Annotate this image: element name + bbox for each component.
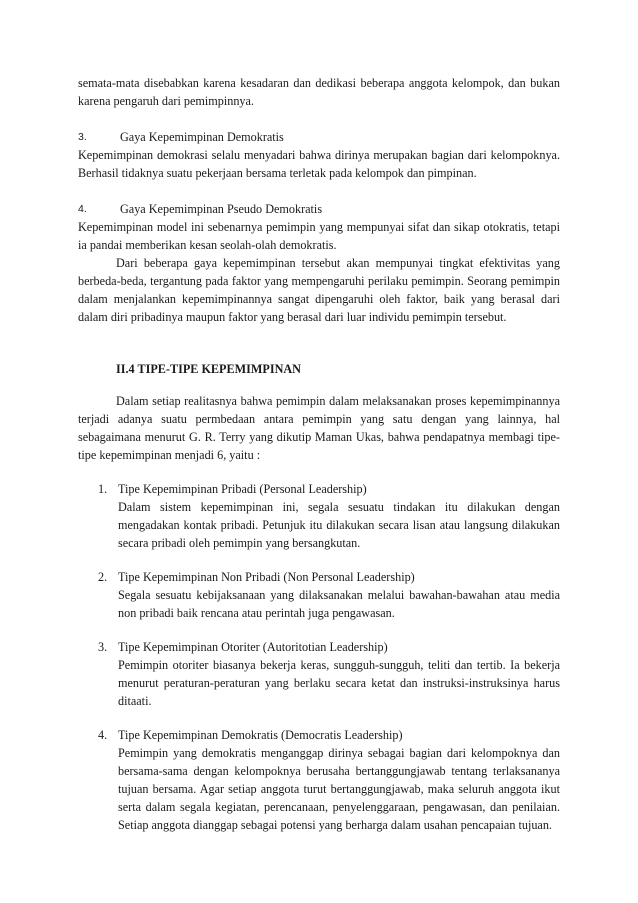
section-heading: II.4 TIPE-TIPE KEPEMIMPINAN [116, 362, 301, 376]
list-item-body: Segala sesuatu kebijaksanaan yang dilaksanakan melalui bawahan-bawahan atau media non pribadi baik rencana atau perintah juga pengawasan. [118, 588, 560, 620]
section-4-body: Kepemimpinan model ini sebenarnya pemimpin yang mempunyai sifat dan sikap otokratis, tetapi ia pandai memberikan kesan seolah-olah demokratis. [78, 220, 560, 252]
list-item-title: Tipe Kepemimpinan Otoriter (Autoritotian Leadership) [118, 640, 388, 654]
leadership-types-list [78, 480, 560, 834]
list-item-number: 1. [98, 482, 108, 496]
list-item [78, 568, 560, 622]
list-item-body: Pemimpin yang demokratis menganggap dirinya sebagai bagian dari kelompoknya dan bersama-sama dengan kelompoknya berusaha bertanggungjawab tentang terlaksananya tujuan bersama. Agar setiap anggota turut bertanggungjawab, maka seluruh anggota ikut serta dalam segala kegiatan, perencanaan, penyelenggaraan, pengawasan, dan penilaian. Setiap anggota dianggap sebagai potensi yang berharga dalam usahan pencapaian tujuan. [118, 746, 560, 832]
summary-paragraph: Dari beberapa gaya kepemimpinan tersebut akan mempunyai tingkat efektivitas yang berbeda-beda, tergantung pada faktor yang mempengaruhi perilaku pemimpin. Seorang pemimpin dalam menjalankan kepemimpinannya sangat dipengaruhi oleh faktor, baik yang berasal dari dalam diri pribadinya maupun faktor yang berasal dari luar individu pemimpin tersebut. [78, 256, 560, 324]
section-4-title: Gaya Kepemimpinan Pseudo Demokratis [120, 202, 323, 216]
list-item [78, 480, 560, 552]
section-3-body: Kepemimpinan demokrasi selalu menyadari bahwa dirinya merupakan bagian dari kelompoknya. Berhasil tidaknya suatu pekerjaan bersama terletak pada kelompok dan pimpinan. [78, 148, 560, 180]
section-3-title: Gaya Kepemimpinan Demokratis [120, 130, 284, 144]
list-item-number: 2. [98, 570, 108, 584]
section-3-heading [78, 128, 560, 146]
section-4-number: 4. [78, 203, 87, 215]
list-item-body: Pemimpin otoriter biasanya bekerja keras, sungguh-sungguh, teliti dan tertib. Ia bekerja menurut peraturan-peraturan yang berlaku secara ketat dan instruksi-instruksinya harus ditaati. [118, 658, 560, 708]
list-item-number: 4. [98, 728, 108, 742]
section-3-number: 3. [78, 131, 87, 143]
list-item-title: Tipe Kepemimpinan Non Pribadi (Non Personal Leadership) [118, 570, 415, 584]
intro-paragraph: Dalam setiap realitasnya bahwa pemimpin dalam melaksanakan proses kepemimpinannya terjadi adanya suatu permbedaan antara pemimpin yang satu dengan yang lainnya, hal sebagaimana menurut G. R. Terry yang dikutip Maman Ukas, bahwa pendapatnya membagi tipe-tipe kepemimpinan menjadi 6, yaitu : [78, 394, 560, 462]
top-paragraph: semata-mata disebabkan karena kesadaran dan dedikasi beberapa anggota kelompok, dan bukan karena pengaruh dari pemimpinnya. [78, 76, 560, 108]
section-4-heading [78, 200, 560, 218]
list-item-body: Dalam sistem kepemimpinan ini, segala sesuatu tindakan itu dilakukan dengan mengadakan kontak pribadi. Petunjuk itu dilakukan secara lisan atau langsung dilakukan secara pribadi oleh pemimpin yang bersangkutan. [118, 500, 560, 550]
list-item-number: 3. [98, 640, 108, 654]
list-item [78, 638, 560, 710]
list-item [78, 726, 560, 834]
list-item-title: Tipe Kepemimpinan Demokratis (Democratis Leadership) [118, 728, 403, 742]
list-item-title: Tipe Kepemimpinan Pribadi (Personal Leadership) [118, 482, 367, 496]
